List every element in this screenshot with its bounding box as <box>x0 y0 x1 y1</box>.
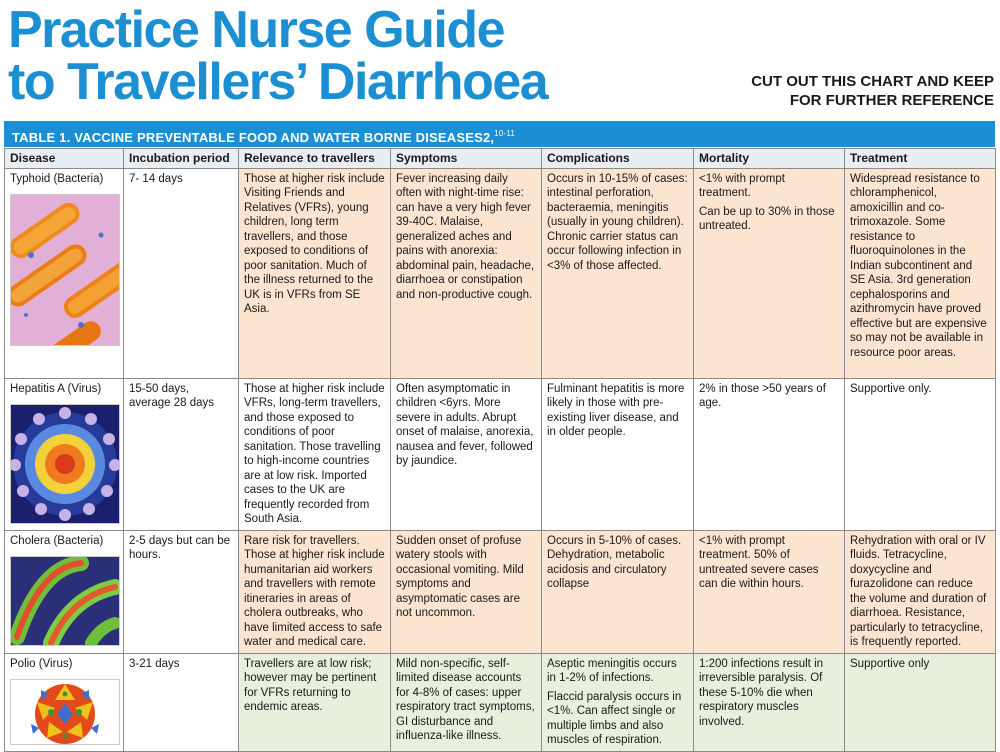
mortality-cell <box>694 530 845 653</box>
page-title <box>8 1 548 111</box>
cut-out-line-2: FOR FURTHER REFERENCE <box>789 92 994 109</box>
table-caption: TABLE 1. VACCINE PREVENTABLE FOOD AND WATER BORNE DISEASES2, <box>12 130 495 145</box>
disease-cell <box>5 168 124 378</box>
column-header-treatment: Treatment <box>845 149 996 169</box>
treatment-cell: Rehydration with oral or IV fluids. Tetracycline, doxycycline and furazolidone can reduce the volume and duration of diarrhoea. Resistance, particularly to tetracycline, is frequently reported. <box>845 530 996 653</box>
cut-out-notice <box>751 72 994 110</box>
complications-line: Flaccid paralysis occurs in <1%. Can affect single or multiple limbs and also muscles of respiration. <box>547 690 682 746</box>
treatment-cell: Supportive only. <box>845 378 996 530</box>
complications-cell: Occurs in 10-15% of cases: intestinal perforation, bacteraemia, meningitis (usually in young children). Chronic carrier status can occur following infection in <3% of those affected. <box>542 168 694 378</box>
incubation-cell: 15-50 days, average 28 days <box>124 378 239 530</box>
mortality-line: <1% with prompt treatment. 50% of untreated severe cases can die within hours. <box>699 534 819 590</box>
symptoms-cell: Fever increasing daily often with night-time rise: can have a very high fever 39-40C. Malaise, generalized aches and pains with anorexia: abdominal pain, headache, diarrhoea or constipation and non-productive cough. <box>391 168 542 378</box>
column-header-symptoms: Symptoms <box>391 149 542 169</box>
relevance-cell: Rare risk for travellers. Those at higher risk include humanitarian aid workers and travellers with remote itineraries in areas of cholera outbreaks, who have limited access to safe water and medical care. <box>239 530 391 653</box>
column-header-relevance: Relevance to travellers <box>239 149 391 169</box>
disease-name: Cholera (Bacteria) <box>10 534 104 547</box>
disease-name: Polio (Virus) <box>10 657 73 670</box>
mortality-cell <box>694 653 845 751</box>
table-caption-banner <box>4 121 995 147</box>
cut-out-line-1: CUT OUT THIS CHART AND KEEP <box>751 73 994 90</box>
mortality-cell <box>694 378 845 530</box>
typhoid-bacteria-image <box>10 194 120 346</box>
incubation-cell: 7- 14 days <box>124 168 239 378</box>
disease-cell <box>5 653 124 751</box>
mortality-cell <box>694 168 845 378</box>
relevance-cell: Those at higher risk include Visiting Friends and Relatives (VFRs), young children, long term travellers, and those exposed to conditions of poor sanitation. Much of the illness returned to the UK is in VFRs from SE Asia. <box>239 168 391 378</box>
column-header-disease: Disease <box>5 149 124 169</box>
mortality-line: 1:200 infections result in irreversible paralysis. Of these 5-10% die when respiratory muscles involved. <box>699 657 824 728</box>
incubation-cell: 3-21 days <box>124 653 239 751</box>
disease-name: Typhoid (Bacteria) <box>10 172 104 185</box>
table-header-row <box>5 149 996 169</box>
column-header-complications: Complications <box>542 149 694 169</box>
polio-virus-image <box>10 679 120 745</box>
disease-cell <box>5 530 124 653</box>
hepatitis-a-virus-image <box>10 404 120 524</box>
column-header-incubation: Incubation period <box>124 149 239 169</box>
relevance-cell: Travellers are at low risk; however may be pertinent for VFRs returning to endemic areas. <box>239 653 391 751</box>
mortality-line: 2% in those >50 years of age. <box>699 382 826 409</box>
mortality-line: <1% with prompt treatment. <box>699 172 785 199</box>
title-line-2: to Travellers’ Diarrhoea <box>8 53 548 111</box>
disease-table <box>4 148 996 752</box>
column-header-mortality: Mortality <box>694 149 845 169</box>
table-row-hepatitis-a <box>5 378 996 530</box>
cholera-bacteria-image <box>10 556 120 646</box>
table-row-cholera <box>5 530 996 653</box>
disease-cell <box>5 378 124 530</box>
complications-line: Aseptic meningitis occurs in 1-2% of infections. <box>547 657 677 684</box>
complications-cell <box>542 653 694 751</box>
complications-cell: Occurs in 5-10% of cases. Dehydration, metabolic acidosis and circulatory collapse <box>542 530 694 653</box>
table-row-typhoid <box>5 168 996 378</box>
symptoms-cell: Often asymptomatic in children <6yrs. More severe in adults. Abrupt onset of malaise, anorexia, nausea and fever, followed by jaundice. <box>391 378 542 530</box>
incubation-cell: 2-5 days but can be hours. <box>124 530 239 653</box>
relevance-cell: Those at higher risk include VFRs, long-term travellers, and those exposed to conditions of poor sanitation. Those travelling to high-income countries are at low risk. Imported cases to the UK are frequently recorded from South Asia. <box>239 378 391 530</box>
complications-cell: Fulminant hepatitis is more likely in those with pre-existing liver disease, and in older people. <box>542 378 694 530</box>
mortality-line: Can be up to 30% in those untreated. <box>699 205 835 232</box>
title-line-1: Practice Nurse Guide <box>8 1 504 59</box>
symptoms-cell: Mild non-specific, self-limited disease accounts for 4-8% of cases: upper respiratory tract symptoms, GI disturbance and influenza-like illness. <box>391 653 542 751</box>
symptoms-cell: Sudden onset of profuse watery stools with occasional vomiting. Mild symptoms and asymptomatic cases are not uncommon. <box>391 530 542 653</box>
treatment-cell: Supportive only <box>845 653 996 751</box>
disease-name: Hepatitis A (Virus) <box>10 382 102 395</box>
table-caption-reference: 10-11 <box>494 129 516 138</box>
table-row-polio <box>5 653 996 751</box>
treatment-cell: Widespread resistance to chloramphenicol, amoxicillin and co-trimoxazole. Some resistance to fluoroquinolones in the Indian subcontinent and SE Asia. 3rd generation cephalosporins and azithromycin have proved effective but are expensive so may not be available in resource poor areas. <box>845 168 996 378</box>
